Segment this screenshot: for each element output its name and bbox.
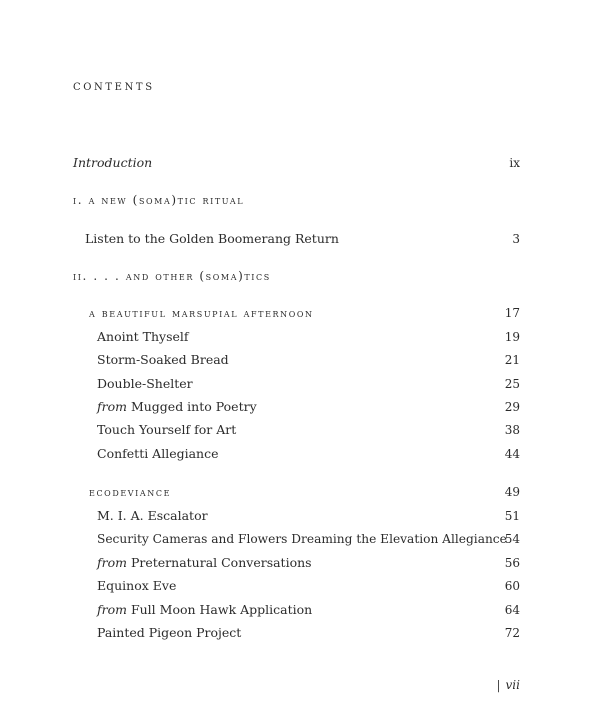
page-folio [496,678,520,692]
toc-entry-label: Introduction [73,155,153,170]
toc-entry-label: Security Cameras and Flowers Dreaming the Elevation Allegiance [97,532,507,546]
toc-entry-label: Storm-Soaked Bread [97,352,229,367]
toc-entry-label: Anoint Thyself [97,329,189,344]
toc-entry[interactable] [0,444,600,464]
toc-page-number: 29 [504,400,520,414]
toc-page-number: 3 [512,232,520,246]
toc-page-number: 64 [504,603,520,617]
toc-entry[interactable] [0,397,600,417]
toc-entry[interactable] [0,623,600,643]
toc-part-1[interactable] [0,190,600,210]
toc-introduction[interactable] [0,153,600,173]
toc-page-number: 60 [504,579,520,593]
toc-entry-label: Touch Yourself for Art [97,422,237,437]
folio-divider: | [496,678,501,692]
toc-entry[interactable] [0,420,600,440]
page-title: contents [73,78,155,94]
toc-entry[interactable] [0,506,600,526]
toc-entry-label: M. I. A. Escalator [97,508,208,523]
toc-part-2[interactable] [0,266,600,286]
toc-entry-label: from Preternatural Conversations [97,555,312,570]
toc-page-number: 56 [504,556,520,570]
toc-page-number: 44 [504,447,520,461]
part-title: ii. . . . and other (soma)tics [73,269,271,283]
toc-page-number: 72 [504,626,520,640]
toc-page-number: 21 [504,353,520,367]
section-title: a beautiful marsupial afternoon [89,306,314,320]
toc-entry-label: from Mugged into Poetry [97,399,257,414]
toc-page-number: 19 [504,330,520,344]
folio-number: vii [505,678,520,692]
toc-page-number: 49 [504,485,520,499]
toc-entry[interactable] [0,327,600,347]
toc-entry-label: Double-Shelter [97,376,193,391]
toc-entry[interactable] [0,576,600,596]
part-title: i. a new (soma)tic ritual [73,193,245,207]
toc-page-number: 51 [504,509,520,523]
toc-section[interactable] [0,482,600,502]
toc-entry[interactable] [0,374,600,394]
toc-page-number: ix [509,156,520,170]
toc-entry[interactable] [0,600,600,620]
toc-entry-label: Listen to the Golden Boomerang Return [85,231,339,246]
toc-entry[interactable] [0,529,600,549]
toc-entry-label: Painted Pigeon Project [97,625,242,640]
toc-entry[interactable] [0,229,600,249]
toc-section[interactable] [0,303,600,323]
toc-page-number: 17 [504,306,520,320]
toc-entry-label: Equinox Eve [97,578,177,593]
toc-entry[interactable] [0,553,600,573]
toc-entry-label: from Full Moon Hawk Application [97,602,313,617]
toc-page-number: 54 [504,532,520,546]
toc-entry[interactable] [0,350,600,370]
toc-page-number: 38 [504,423,520,437]
section-title: ecodeviance [89,485,172,499]
toc-page-number: 25 [504,377,520,391]
toc-entry-label: Confetti Allegiance [97,446,219,461]
